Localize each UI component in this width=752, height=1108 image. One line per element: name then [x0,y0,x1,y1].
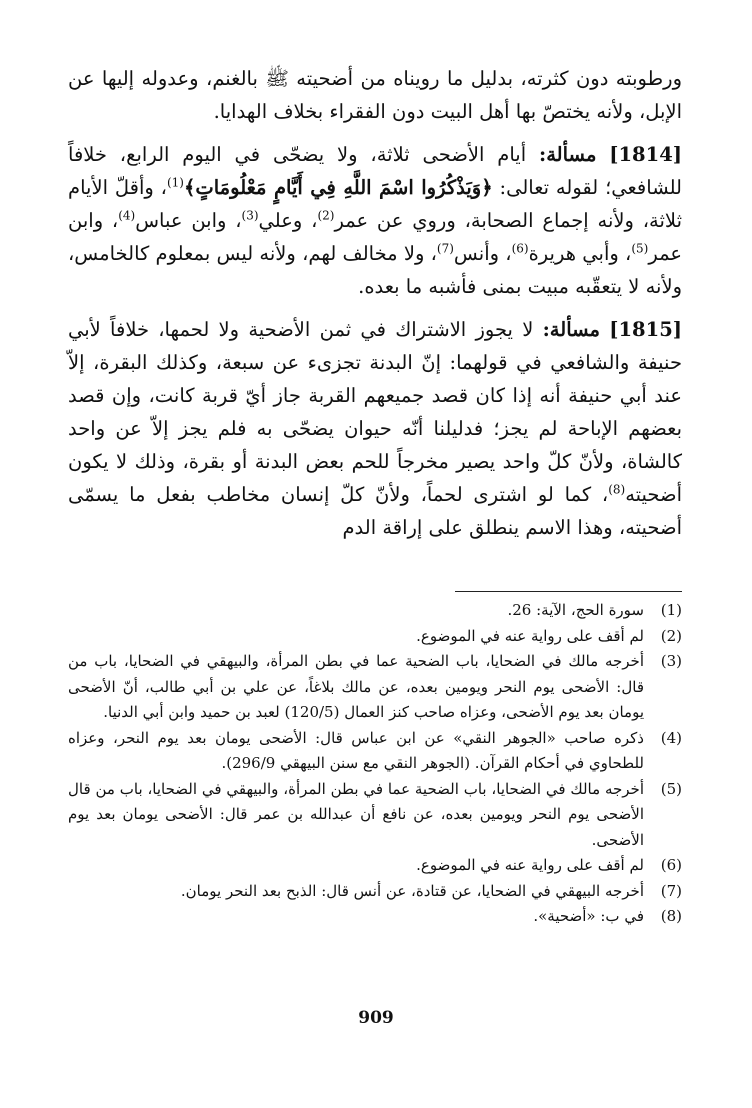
footnote-text: لم أقف على رواية عنه في الموضوع. [416,856,644,874]
footnote-ref-6[interactable]: (6) [511,241,529,256]
footnote-number: (6) [660,856,682,874]
footnote [68,726,682,777]
footnote-number: (7) [660,881,682,900]
footnote-text: ذكره صاحب «الجوهر النقي» عن ابن عباس قال: الأضحى يومان بعد يوم النحر، وعزاه للطحاوي في أحكام القرآن. (الجوهر النقي مع سنن البيهقي 296/9). [68,728,644,772]
issue-text: ، وعلي [258,209,318,232]
footnote [68,904,682,930]
footnote-ref-7[interactable]: (7) [436,241,454,256]
issue-1815 [68,313,682,544]
footnote [68,777,682,854]
issue-text: ، كما لو اشترى لحماً، ولأنّ كلّ إنسان مخاطب بفعل ما يسمّى أضحيته، وهذا الاسم ينطلق على إراقة الدم [68,483,682,539]
footnote-number: (8) [660,907,682,925]
footnote-ref-8[interactable]: (8) [608,482,626,497]
issue-1814 [68,138,682,303]
paragraph-text: ورطوبته دون كثرته، بدليل ما رويناه من أضحيته ﷺ بالغنم، وعدوله إليها عن الإبل، ولأنه يختصّ بها أهل البيت دون الفقراء بخلاف الهدايا. [68,67,682,123]
footnote-ref-2[interactable]: (2) [317,208,335,223]
issue-text: ، وابن عباس [135,209,242,232]
issue-text: ، وابن عمر [68,209,682,265]
footnote-number: (1) [660,601,682,619]
issue-text: ، وأبي هريرة [528,242,632,265]
footnote [68,649,682,726]
paragraph-continuation [68,62,682,128]
footnotes [68,598,682,930]
footnote-number: (2) [660,626,682,645]
issue-text: ، وأقلّ الأيام ثلاثة، ولأنه إجماع الصحابة، وروي عن عمر [68,176,682,232]
issue-number: [1815] [609,318,682,341]
issue-label: مسألة: [542,318,600,341]
footnote-text: أخرجه البيهقي في الضحايا، عن قتادة، عن أنس قال: الذبح بعد النحر يومان. [180,881,644,900]
footnote-text: سورة الحج، الآية: 26. [507,601,644,619]
issue-text: ، وأنس [453,242,512,265]
issue-text: أيام الأضحى ثلاثة، ولا يضحّى في اليوم الرابع، خلافاً للشافعي؛ لقوله تعالى: [68,143,682,199]
footnote [68,624,682,650]
issue-number: [1814] [609,143,682,166]
quran-verse: ﴿وَيَذْكُرُوا اسْمَ اللَّهِ فِي أَيَّامٍ مَعْلُومَاتٍ﴾ [183,176,493,199]
footnote-number: (3) [660,652,682,670]
issue-label: مسألة: [539,143,597,166]
footnote-number: (4) [660,728,682,747]
footnote-ref-3[interactable]: (3) [241,208,259,223]
issue-text: ، ولا مخالف لهم، ولأنه ليس بمعلوم كالخامس، ولأنه لا يتعقّبه مبيت بمنى فأشبه ما بعده. [68,242,682,298]
page-number: 909 [358,1008,394,1028]
footnote-text: أخرجه مالك في الضحايا، باب الضحية عما في بطن المرأة، والبيهقي في الضحايا، باب من قال: الأضحى يوم النحر ويومين بعده، عن مالك بلاغاً، عن علي بن أبي طالب، أنّ الأضحى يومان بعد يوم الأضحى، وعزاه صاحب كنز العمال (120/5) لعبد بن حميد وابن أبي الدنيا. [68,652,644,721]
main-text [68,62,682,550]
footnote [68,879,682,905]
footnote-number: (5) [660,779,682,798]
footnote-text: في ب: «أضحية». [533,907,644,925]
footnote-ref-1[interactable]: (1) [166,175,184,190]
footnote-ref-4[interactable]: (4) [118,208,136,223]
footnote-ref-5[interactable]: (5) [631,241,649,256]
footnote-text: أخرجه مالك في الضحايا، باب الضحية عما في بطن المرأة، والبيهقي في الضحايا، باب من قال الأضحى يوم النحر ويومين بعده، عن نافع أن عبدالله بن عمر قال: الأضحى يومان بعد يوم الأضحى. [68,779,644,849]
issue-text: لا يجوز الاشتراك في ثمن الأضحية ولا لحمها، خلافاً لأبي حنيفة والشافعي في قولهما: إنّ البدنة تجزىء عن سبعة، وكذلك البقرة، إلاّ عند أبي حنيفة أنه إذا كان قصد جميعهم القربة جاز أيّ قربة كانت، وإن قصد بعضهم الإباحة لم يجز؛ فدليلنا أنّه حيوان يضحّى به فلم يجز إلاّ عن واحد كالشاة، ولأنّ كلّ واحد يصير مخرجاً للحم بعض البدنة أو بقرة، وذلك لا يكون أضحيته [68,318,682,506]
footnote-text: لم أقف على رواية عنه في الموضوع. [416,626,644,645]
footnote [68,853,682,879]
footnote-separator [455,591,682,592]
footnote [68,598,682,624]
